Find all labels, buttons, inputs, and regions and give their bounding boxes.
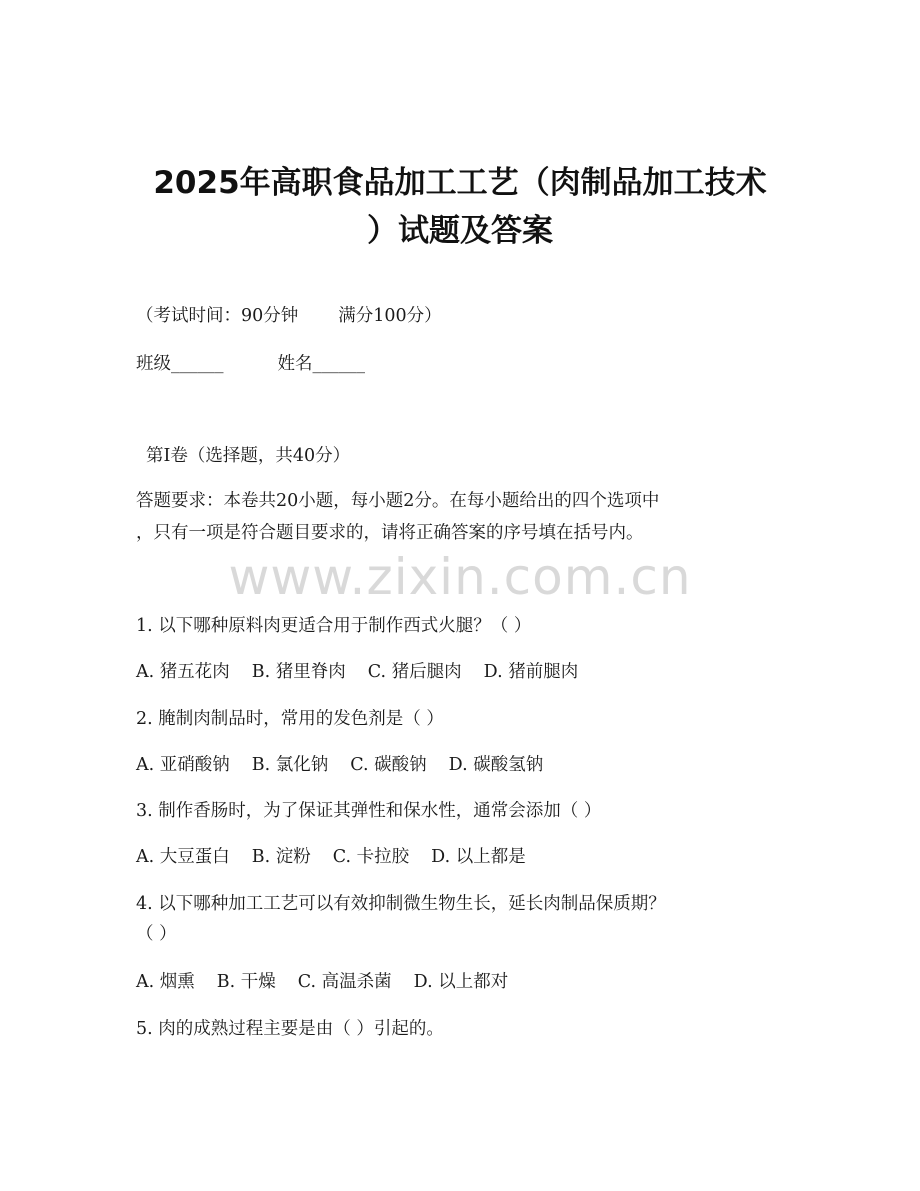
option-c: C. 碳酸钠 — [350, 755, 427, 775]
question-stem-continued: （ ） — [136, 924, 177, 944]
full-score: 满分100分） — [338, 306, 442, 326]
option-b: B. 干燥 — [216, 972, 276, 992]
question-stem: 5. 肉的成熟过程主要是由（ ）引起的。 — [136, 1019, 444, 1039]
question-stem: 4. 以下哪种加工工艺可以有效抑制微生物生长，延长肉制品保质期？ — [136, 894, 666, 914]
option-c: C. 高温杀菌 — [297, 972, 392, 992]
question-options — [136, 658, 578, 683]
option-c: C. 卡拉胶 — [332, 847, 410, 867]
exam-time: （考试时间：90分钟 — [136, 306, 299, 326]
question-stem: 2. 腌制肉制品时，常用的发色剂是（ ） — [136, 709, 444, 729]
exam-meta — [136, 302, 442, 327]
option-d: D. 以上都是 — [431, 847, 526, 867]
watermark: www.zixin.com.cn — [228, 548, 692, 606]
question-options — [136, 843, 526, 868]
question-stem: 3. 制作香肠时，为了保证其弹性和保水性，通常会添加（ ） — [136, 801, 602, 821]
option-a: A. 烟熏 — [136, 972, 195, 992]
requirements-line-2: ，只有一项是符合题目要求的，请将正确答案的序号填在括号内。 — [136, 523, 644, 543]
question-options — [136, 751, 543, 776]
option-d: D. 碳酸氢钠 — [448, 755, 544, 775]
option-b: B. 淀粉 — [251, 847, 311, 867]
option-b: B. 氯化钠 — [251, 755, 329, 775]
option-a: A. 猪五花肉 — [136, 662, 230, 682]
requirements-line-1: 答题要求：本卷共20小题，每小题2分。在每小题给出的四个选项中 — [136, 491, 660, 511]
student-fields — [136, 350, 365, 375]
option-d: D. 以上都对 — [413, 972, 509, 992]
section-title: 第I卷（选择题，共40分） — [146, 446, 351, 466]
option-d: D. 猪前腿肉 — [483, 662, 579, 682]
option-b: B. 猪里脊肉 — [251, 662, 346, 682]
question-stem: 1. 以下哪种原料肉更适合用于制作西式火腿？（ ） — [136, 616, 532, 636]
option-c: C. 猪后腿肉 — [367, 662, 462, 682]
option-a: A. 大豆蛋白 — [136, 847, 230, 867]
document-title-line-2: ）试题及答案 — [367, 213, 553, 249]
document-title-line-1: 2025年高职食品加工工艺（肉制品加工技术 — [153, 165, 767, 201]
name-field: 姓名______ — [277, 354, 365, 374]
option-a: A. 亚硝酸钠 — [136, 755, 230, 775]
class-field: 班级______ — [136, 354, 224, 374]
question-options — [136, 968, 508, 993]
